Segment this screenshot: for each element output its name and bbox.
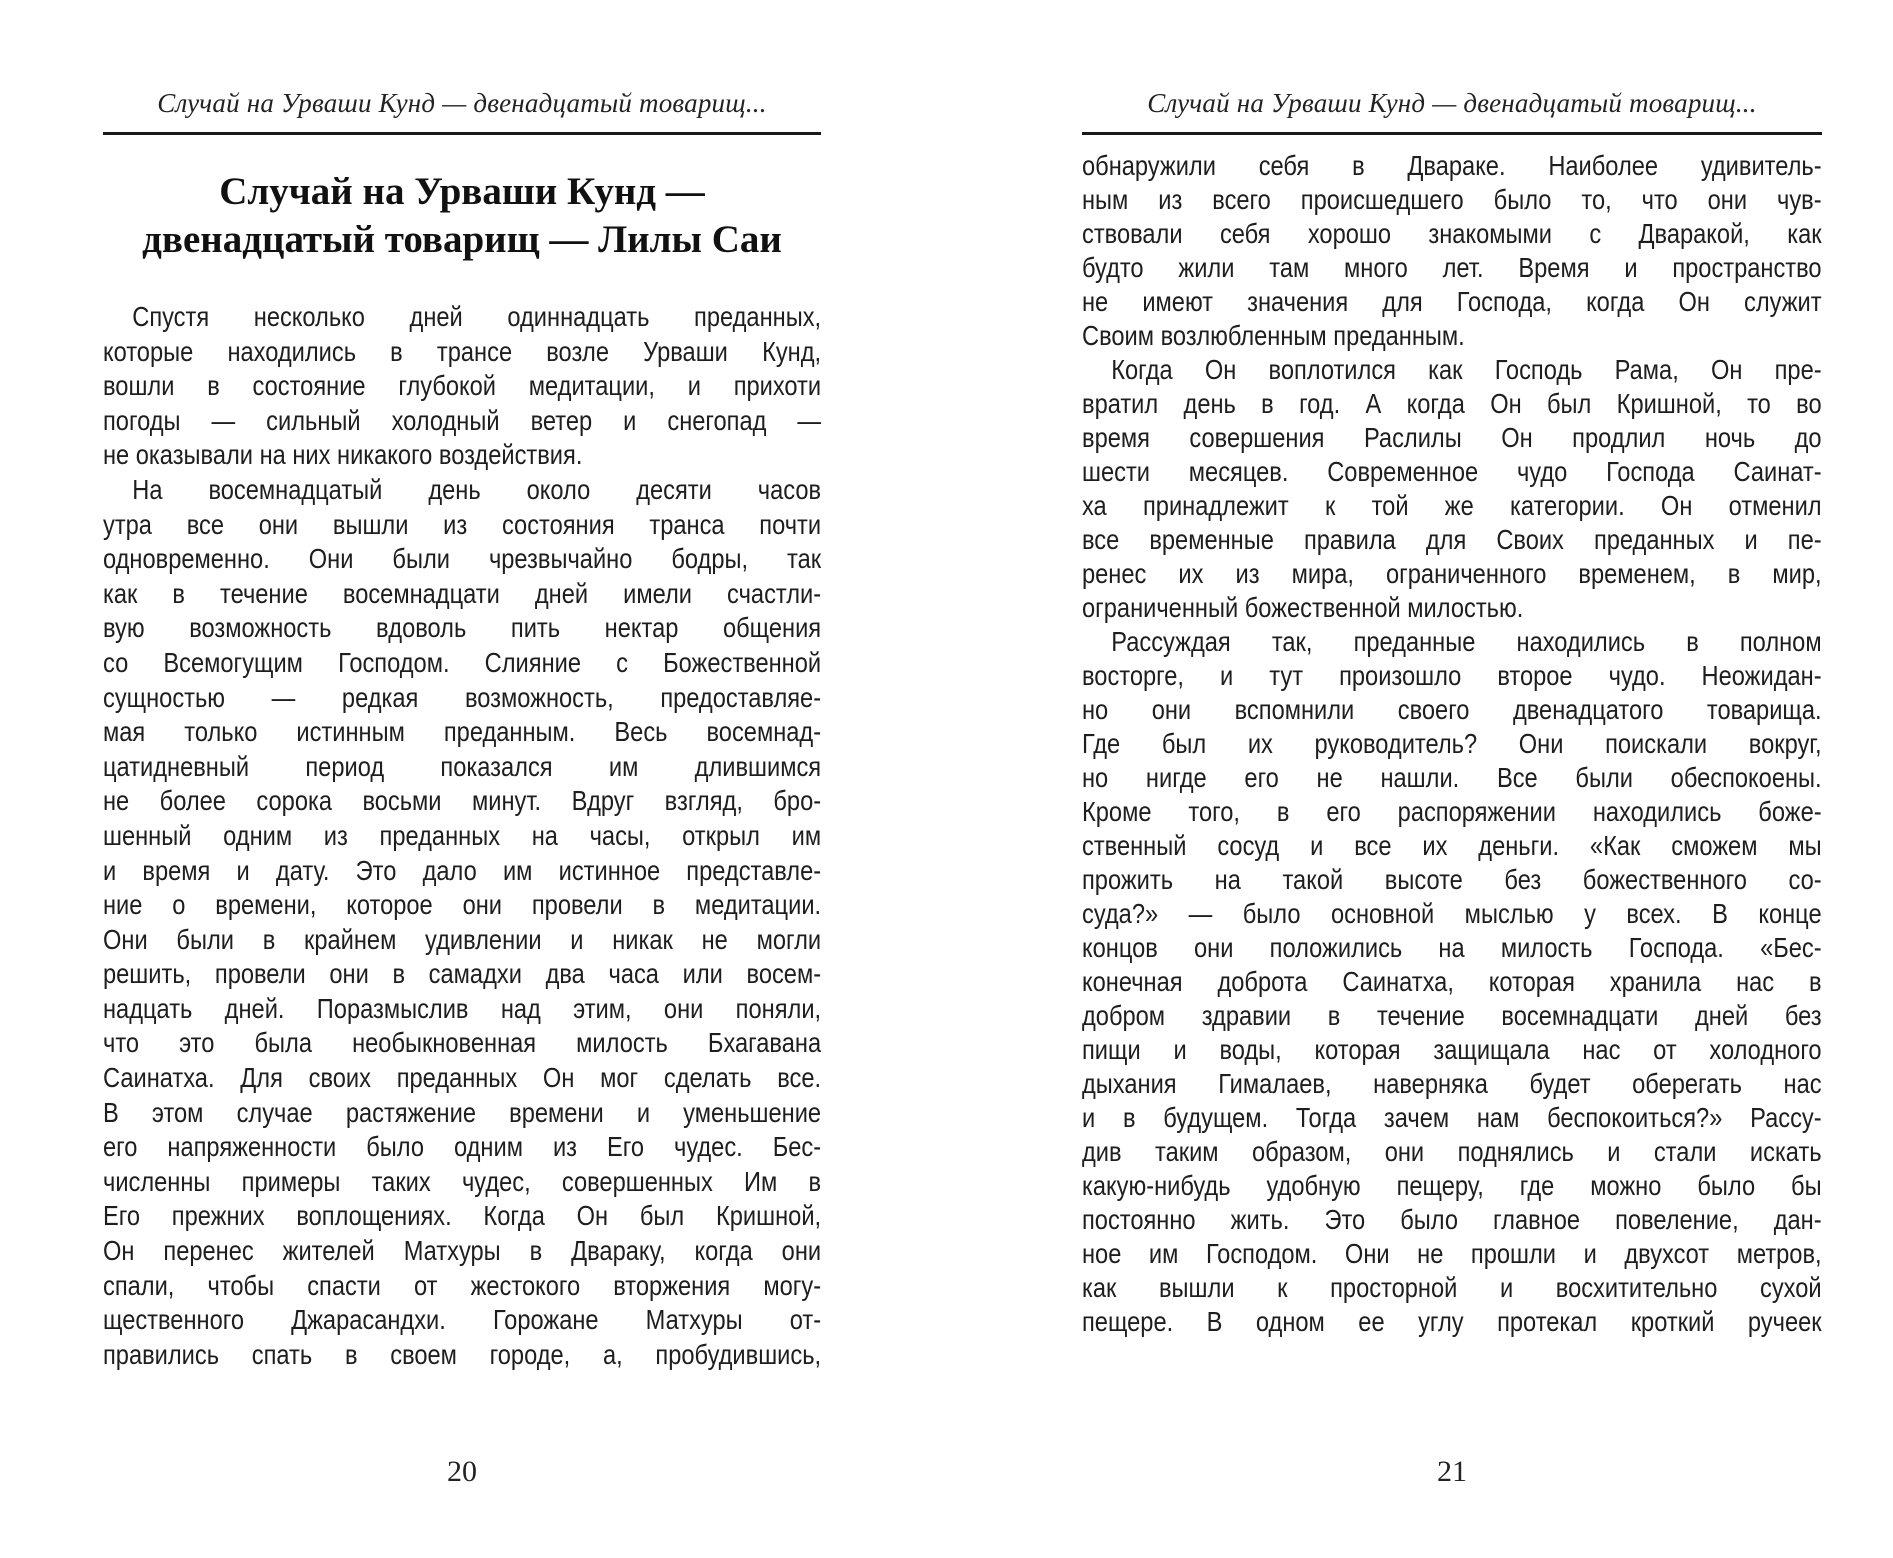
text-line: В этом случае растяжение времени и уменьшение (103, 1096, 822, 1128)
text-line: добром здравии в течение восемнадцати дней без (1082, 1000, 1822, 1031)
page-number: 20 (447, 1455, 477, 1488)
text-line: ственный сосуд и все их деньги. «Как сможем мы (1082, 830, 1822, 861)
text-line: как вышли к просторной и восхитительно сухой (1082, 1272, 1822, 1303)
body-text (1082, 149, 1822, 1339)
chapter-title-line: Случай на Урваши Кунд — (219, 170, 705, 213)
text-line: Рассуждая так, преданные находились в полном (1111, 626, 1822, 657)
text-line: Спустя несколько дней одиннадцать преданных, (132, 301, 822, 332)
text-line: надцать дней. Поразмыслив над этим, они поняли, (103, 992, 822, 1024)
text-line: концов они положились на милость Господа. «Бес- (1082, 932, 1822, 963)
text-line: но нигде его не нашли. Все были обеспокоены. (1082, 762, 1822, 793)
text-line: сущностью — редкая возможность, предоставляе- (103, 681, 822, 713)
text-line: вратил день в год. А когда Он был Кришной, то во (1082, 388, 1822, 419)
text-line: численны примеры таких чудес, совершенных Им в (103, 1165, 822, 1197)
text-line: шести месяцев. Современное чудо Господа Саинат- (1082, 456, 1822, 487)
text-line: Его прежних воплощениях. Когда Он был Кришной, (103, 1200, 822, 1232)
text-line: Кроме того, в его распоряжении находились боже- (1082, 796, 1822, 827)
text-line: прожить на такой высоте без божественного со- (1082, 864, 1822, 895)
text-line: утра все они вышли из состояния транса почти (103, 508, 822, 540)
text-line: Саинатха. Для своих преданных Он мог сделать все. (103, 1062, 822, 1094)
chapter-title (103, 168, 821, 264)
text-line: не более сорока восьми минут. Вдруг взгляд, бро- (103, 785, 822, 817)
text-line: одновременно. Они были чрезвычайно бодры, так (103, 543, 822, 575)
text-line: время совершения Раслилы Он продлил ночь до (1082, 422, 1822, 453)
text-line: щественного Джарасандхи. Горожане Матхуры от- (103, 1304, 822, 1336)
text-line: Своим возлюбленным преданным. (1082, 320, 1465, 351)
text-line: со Всемогущим Господом. Слияние с Божественной (103, 646, 822, 678)
text-line: дыхания Гималаев, наверняка будет оберегать нас (1082, 1068, 1822, 1099)
text-line: ние о времени, которое они провели в медитации. (103, 889, 822, 921)
text-line: правились спать в своем городе, а, пробудившись, (103, 1338, 822, 1370)
text-line: Он перенес жителей Матхуры в Двараку, когда они (103, 1235, 822, 1267)
text-line: пищи и воды, которая защищала нас от холодного (1082, 1034, 1822, 1065)
text-line: ствовали себя хорошо знакомыми с Дваракой, как (1082, 218, 1822, 249)
text-line: вую возможность вдоволь пить нектар общения (103, 612, 822, 644)
body-text (103, 300, 821, 1372)
text-line: цатидневный период показался им длившимся (103, 750, 822, 782)
text-line: будто жили там много лет. Время и пространство (1082, 252, 1822, 283)
text-line: мая только истинным преданным. Весь восемнад- (103, 716, 822, 748)
text-line: восторге, и тут произошло второе чудо. Неожидан- (1082, 660, 1822, 691)
text-line: ха принадлежит к той же категории. Он отменил (1082, 490, 1822, 521)
text-line: все временные правила для Своих преданных и пе- (1082, 524, 1822, 555)
text-line: ограниченный божественной милостью. (1082, 592, 1524, 623)
text-line: суда?» — было основной мыслью у всех. В конце (1082, 898, 1822, 929)
header-rule (103, 132, 821, 135)
text-line: ным из всего происшедшего было то, что они чув- (1082, 184, 1822, 215)
right-page (1082, 0, 1822, 1558)
running-head: Случай на Урваши Кунд — двенадцатый товарищ... (1147, 88, 1757, 118)
text-line: На восемнадцатый день около десяти часов (132, 473, 822, 505)
text-line: и в будущем. Тогда зачем нам беспокоиться?» Рассу- (1082, 1102, 1822, 1133)
text-line: не имеют значения для Господа, когда Он служит (1082, 286, 1822, 317)
page-number: 21 (1437, 1455, 1467, 1488)
text-line: ренес их из мира, ограниченного временем, в мир, (1082, 558, 1822, 589)
text-line: но они вспомнили своего двенадцатого товарища. (1082, 694, 1822, 725)
text-line: Где был их руководитель? Они поискали вокруг, (1082, 728, 1822, 759)
text-line: спали, чтобы спасти от жестокого вторжения могу- (103, 1269, 822, 1301)
left-page (103, 0, 821, 1558)
text-line: его напряженности было одним из Его чудес. Бес- (103, 1131, 822, 1163)
text-line: какую-нибудь удобную пещеру, где можно было бы (1082, 1170, 1822, 1201)
running-head: Случай на Урваши Кунд — двенадцатый товарищ... (157, 88, 767, 118)
text-line: Они были в крайнем удивлении и никак не могли (103, 923, 822, 955)
text-line: вошли в состояние глубокой медитации, и прихоти (103, 370, 822, 402)
text-line: которые находились в трансе возле Урваши Кунд, (103, 335, 822, 367)
text-line: див таким образом, они поднялись и стали искать (1082, 1136, 1822, 1167)
text-line: не оказывали на них никакого воздействия. (103, 439, 583, 471)
chapter-title-line: двенадцатый товарищ — Лилы Саи (142, 218, 782, 261)
text-line: решить, провели они в самадхи два часа или восем- (103, 958, 822, 990)
text-line: конечная доброта Саинатха, которая хранила нас в (1082, 966, 1822, 997)
text-line: шенный одним из преданных на часы, открыл им (103, 819, 822, 851)
text-line: пещере. В одном ее углу протекал кроткий ручеек (1082, 1306, 1822, 1337)
text-line: ное им Господом. Они не прошли и двухсот метров, (1082, 1238, 1822, 1269)
text-line: обнаружили себя в Двараке. Наиболее удивитель- (1082, 150, 1822, 181)
text-line: погоды — сильный холодный ветер и снегопад — (103, 404, 822, 436)
text-line: как в течение восемнадцати дней имели счастли- (103, 577, 822, 609)
text-line: и время и дату. Это дало им истинное представле- (103, 854, 822, 886)
header-rule (1082, 132, 1822, 135)
text-line: что это была необыкновенная милость Бхагавана (103, 1027, 822, 1059)
text-line: Когда Он воплотился как Господь Рама, Он пре- (1111, 354, 1822, 385)
text-line: постоянно жить. Это было главное повеление, дан- (1082, 1204, 1822, 1235)
